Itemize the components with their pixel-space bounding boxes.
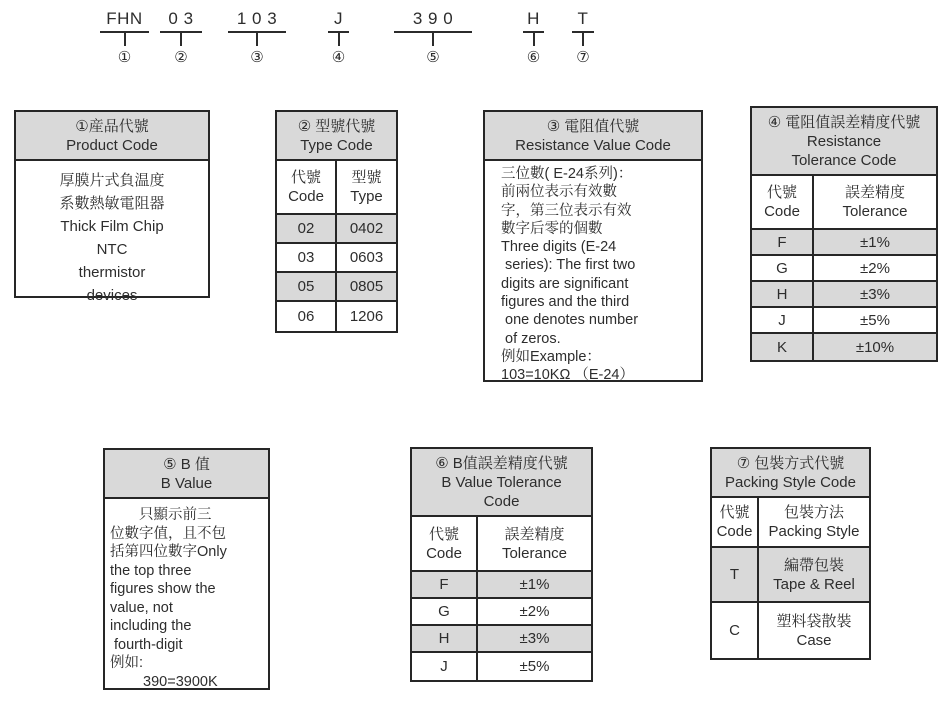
segment-text: J [334,9,343,28]
segment-tick [124,33,126,46]
title-en: Resistance Value Code [515,137,671,154]
body-line: 前兩位表示有效數 [501,184,617,201]
body-line: thermistor [78,264,146,281]
value-cell: 1206 [349,308,384,325]
product-code-box [14,110,210,304]
value-cell: 0603 [349,249,384,266]
title-zh: ③ 電阻值代號 [546,118,640,135]
title-zh: ⑥ B值誤差精度代號 [435,455,568,472]
body-line: devices [86,287,138,304]
title-en: Resistance [806,133,882,150]
table-row [412,599,591,626]
code-cell: F [752,230,814,254]
table-row [752,308,936,334]
segment-text: 3 9 0 [412,9,454,28]
value-cell: 塑料袋散裝 Case [776,612,852,649]
title-en: B Value Tolerance [441,474,562,491]
b-value-header [105,450,268,499]
value-cell: ±1% [860,233,890,251]
body-line: one denotes number [501,312,639,329]
body-line: 系數熱敏電阻器 [59,195,165,212]
part-number-segment-resistance [228,8,286,65]
segment-text: 0 3 [168,9,194,28]
body-line: 例如Example： [501,348,601,365]
part-number-segment-b-value [394,8,472,65]
code-cell: J [412,653,478,680]
value-cell: 編帶包裝 Tape & Reel [773,556,855,593]
body-line: Thick Film Chip [60,218,164,235]
value-cell: ±5% [519,658,550,675]
body-line: 例如: [110,655,144,671]
code-cell: C [712,603,759,658]
part-number-segment-product [100,8,149,65]
body-line: 字，第三位表示有效 [501,202,632,219]
body-line: fourth-digit [110,636,183,653]
table-row [752,334,936,360]
segment-tick [338,33,340,46]
body-line: the top three [110,562,192,579]
table-row [277,273,396,302]
value-cell: ±2% [860,259,890,277]
product-code-description [16,161,208,307]
body-line: 三位數( E-24系列)： [501,166,633,182]
code-cell: G [752,256,814,280]
column-header-row [277,161,396,215]
table-row [412,653,591,680]
body-line: NTC [96,241,128,258]
table-row [752,256,936,282]
title-zh: ⑤ B 值 [163,456,210,473]
segment-text: T [577,9,589,28]
type-code-header [277,112,396,161]
resistance-value-code-box [483,110,703,382]
column-header-row [412,517,591,572]
body-line: 390=3900K [110,673,218,690]
resistance-tolerance-header [752,108,936,176]
b-value-tolerance-header [412,449,591,517]
body-line: of zeros. [501,330,561,347]
body-line: 括第四位數字Only [110,544,227,560]
table-row [277,302,396,331]
code-cell: H [752,282,814,306]
code-column-header: 代號 Code [712,498,759,546]
circled-number: ④ [331,49,346,66]
body-line: 只顯示前三 [110,507,212,523]
circled-number: ⑦ [576,49,590,66]
table-row [712,548,869,603]
title-zh: ② 型號代號 [297,118,376,135]
segment-tick [533,33,535,46]
circled-number: ③ [250,49,264,66]
code-cell: J [752,308,814,332]
value-cell: ±3% [860,285,890,303]
code-cell: K [752,334,814,360]
segment-tick [256,33,258,46]
body-line: digits are significant [501,275,629,292]
b-value-description [105,499,268,691]
resistance-value-header [485,112,701,161]
product-code-header [16,112,208,161]
code-cell: F [412,572,478,597]
value-cell: ±2% [519,603,550,620]
segment-text: H [527,9,540,28]
value-cell: ±1% [519,576,550,593]
b-value-box [103,448,270,690]
body-line: including the [110,618,192,634]
code-column-header: 代號 Code [412,517,478,570]
title-en: Code [483,493,520,510]
value-cell: 0805 [349,278,384,295]
circled-number: ② [174,49,188,66]
code-column-header: 代號 Code [277,161,337,213]
b-value-tolerance-code-box [410,447,593,682]
packing-style-column-header: 包裝方法 Packing Style [768,504,860,540]
body-line: figures and the third [501,294,630,311]
code-cell: 05 [277,273,337,300]
value-cell: 0402 [349,220,384,237]
resistance-tolerance-code-box [750,106,938,362]
code-cell: 03 [277,244,337,271]
resistance-value-description [485,161,701,385]
title-en: Type Code [300,137,373,154]
body-line: 103=10KΩ （E-24） [501,367,634,384]
code-column-header: 代號 Code [752,176,814,228]
code-cell: 02 [277,215,337,242]
part-number-segment-b-tolerance [523,8,544,65]
body-line: figures show the [110,581,216,597]
body-line: 數字后零的個數 [501,220,603,237]
type-column-header: 型號 Type [350,169,383,205]
table-row [412,626,591,653]
body-line: 厚膜片式負温度 [59,172,165,189]
title-zh: ①産品代號 [75,118,149,135]
segment-text: 1 0 3 [236,9,278,28]
table-row [412,572,591,599]
part-number-segment-packing [572,8,594,65]
table-row [277,244,396,273]
value-cell: ±5% [860,311,890,329]
title-en: Product Code [66,137,158,154]
body-line: 位數字值，且不包 [110,525,226,542]
title-en: Packing Style Code [725,474,856,491]
table-row [712,603,869,658]
title-zh: ④ 電阻值誤差精度代號 [767,114,921,131]
type-code-box [275,110,398,333]
table-row [752,282,936,308]
tolerance-column-header: 誤差精度 Tolerance [501,525,568,562]
packing-style-code-box [710,447,871,660]
segment-tick [180,33,182,46]
code-cell: 06 [277,302,337,331]
code-cell: T [712,548,759,601]
segment-text: FHN [106,9,143,28]
table-row [752,230,936,256]
value-cell: ±3% [519,630,550,647]
code-cell: H [412,626,478,651]
table-row [277,215,396,244]
part-number-segment-type [160,8,202,65]
value-cell: ±10% [855,338,895,356]
packing-style-header [712,449,869,498]
code-cell: G [412,599,478,624]
title-zh: ⑦ 包裝方式代號 [736,455,845,472]
circled-number: ⑥ [526,49,541,66]
body-line: Three digits (E-24 [501,239,617,256]
segment-tick [582,33,584,46]
title-en: B Value [160,475,213,492]
circled-number: ⑤ [426,49,440,66]
segment-tick [432,33,434,46]
title-en: Tolerance Code [791,152,897,169]
part-number-segment-resistance-tolerance [328,8,349,65]
tolerance-column-header: 誤差精度 Tolerance [842,184,908,220]
body-line: value, not [110,599,173,616]
circled-number: ① [117,49,132,66]
column-header-row [712,498,869,548]
body-line: series): The first two [501,257,636,274]
column-header-row [752,176,936,230]
